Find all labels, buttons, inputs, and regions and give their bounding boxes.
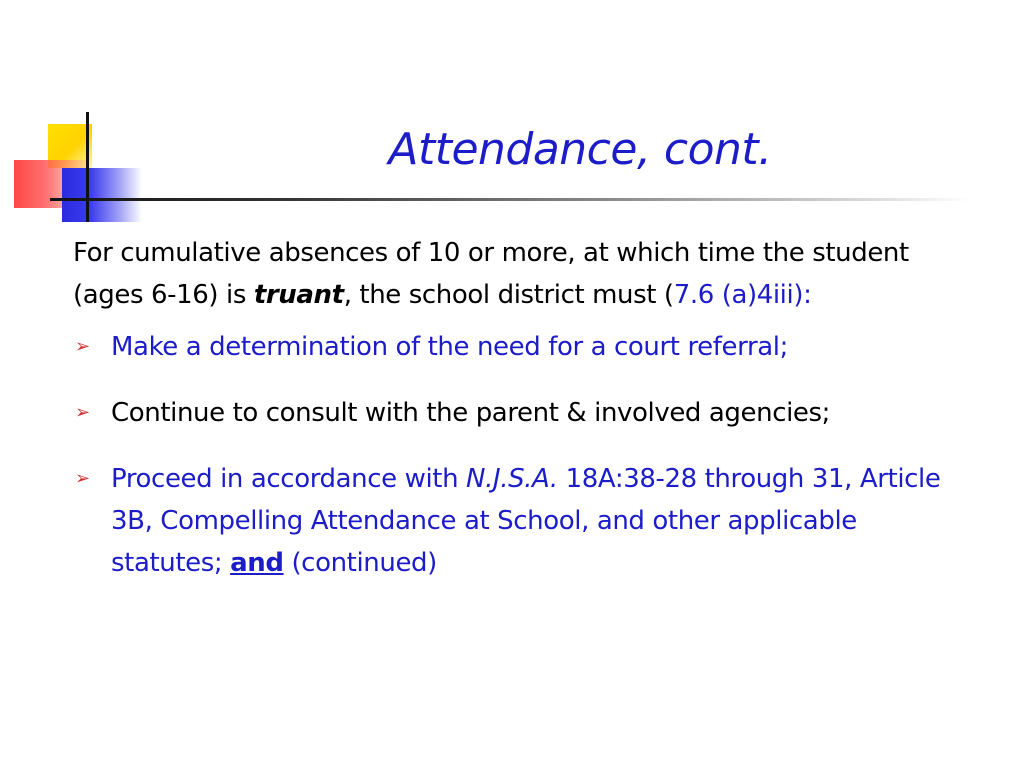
arrow-bullet-icon: ➢ bbox=[75, 336, 90, 357]
title-underline-rule bbox=[50, 198, 970, 201]
list-item bbox=[73, 458, 973, 584]
bullet-text-pre: Proceed in accordance with bbox=[111, 464, 467, 494]
bullet-text: Continue to consult with the parent & involved agencies; bbox=[111, 398, 831, 428]
bullet-text: Make a determination of the need for a court referral; bbox=[111, 332, 788, 362]
decorative-logo bbox=[0, 0, 160, 240]
bullet-list bbox=[73, 326, 973, 584]
and-emphasis: and bbox=[230, 548, 284, 578]
slide-body bbox=[73, 232, 973, 608]
citation: 7.6 (a)4iii): bbox=[673, 280, 812, 310]
vertical-rule bbox=[86, 112, 89, 222]
njsa-italic: N.J.S.A. bbox=[466, 464, 558, 494]
list-item bbox=[73, 326, 973, 368]
truant-emphasis: truant bbox=[253, 280, 344, 310]
blue-square bbox=[62, 168, 142, 222]
list-item bbox=[73, 392, 973, 434]
intro-paragraph bbox=[73, 232, 973, 316]
slide-title: Attendance, cont. bbox=[388, 124, 772, 175]
intro-part1: For cumulative absences of 10 or more, at which time the student (ages 6-16) is bbox=[73, 238, 909, 310]
intro-part2: , the school district must ( bbox=[343, 280, 674, 310]
bullet-text-mid: 18A:38-28 through 31, Article 3B, Compelling Attendance at School, and other applicable statutes; bbox=[111, 464, 941, 578]
bullet-text-post: (continued) bbox=[283, 548, 437, 578]
arrow-bullet-icon: ➢ bbox=[75, 468, 90, 489]
arrow-bullet-icon: ➢ bbox=[75, 402, 90, 423]
